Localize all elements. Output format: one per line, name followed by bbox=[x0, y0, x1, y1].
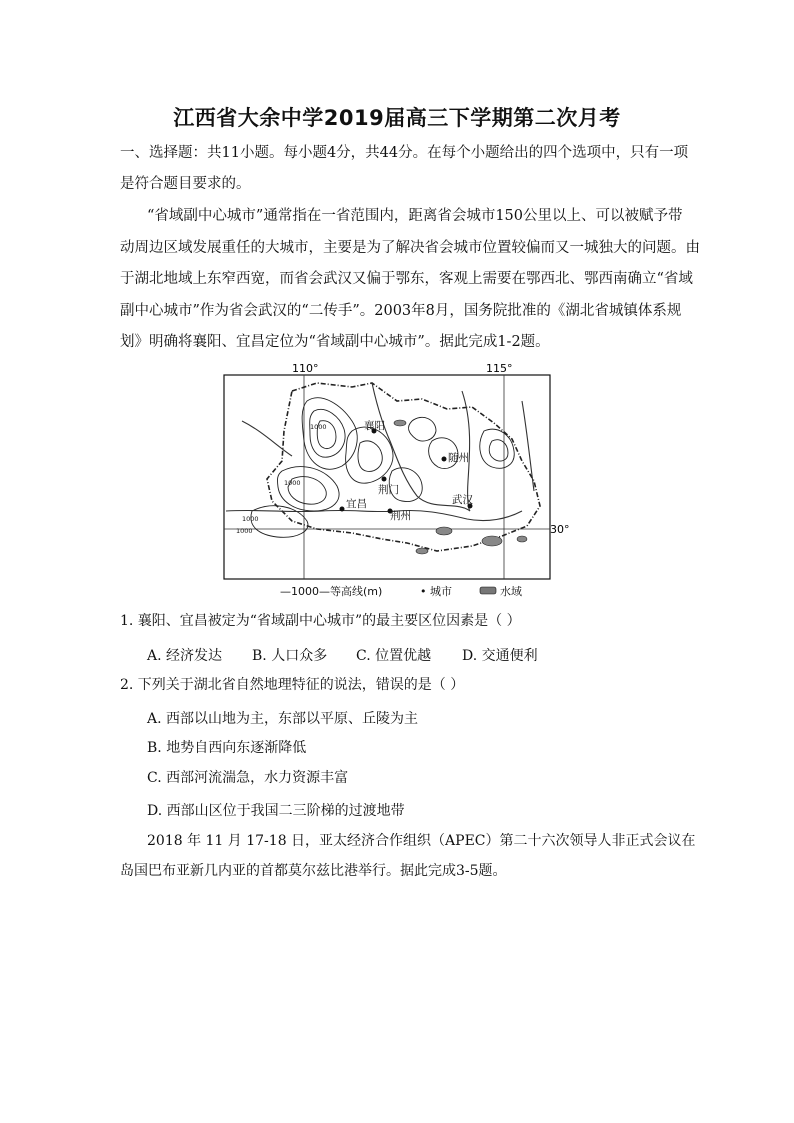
passage-line-4: 副中心城市”作为省会武汉的“二传手”。2003年8月，国务院批准的《湖北省城镇体系规 bbox=[120, 303, 682, 319]
section-instruction-line-2: 是符合题目要求的。 bbox=[120, 176, 251, 192]
lat-label-30: 30° bbox=[550, 523, 570, 536]
passage-line-3: 于湖北地域上东窄西宽，而省会武汉又偏于鄂东，客观上需要在鄂西北、鄂西南确立“省域 bbox=[120, 271, 693, 287]
question-1-option-d: D. 交通便利 bbox=[462, 648, 538, 664]
page-title: 江西省大余中学2019届高三下学期第二次月考 bbox=[173, 106, 621, 130]
passage-line-1: “省域副中心城市”通常指在一省范围内，距离省会城市150公里以上、可以被赋予带 bbox=[147, 208, 683, 224]
legend-water-swatch bbox=[480, 587, 496, 594]
passage-line-2: 动周边区域发展重任的大城市，主要是为了解决省会城市位置较偏而又一城独大的问题。由 bbox=[120, 240, 700, 256]
question-1-option-b: B. 人口众多 bbox=[252, 648, 328, 664]
city-label-xiangyang: 襄阳 bbox=[364, 420, 385, 432]
map-frame bbox=[224, 375, 550, 579]
legend-water: 水域 bbox=[500, 585, 522, 598]
city-dot-jingmen bbox=[382, 477, 387, 482]
question-1-stem: 1. 襄阳、宜昌被定为“省域副中心城市”的最主要区位因素是（ ） bbox=[120, 613, 521, 629]
map-legend bbox=[280, 584, 522, 598]
svg-text:1000: 1000 bbox=[242, 515, 259, 523]
svg-text:1000: 1000 bbox=[310, 423, 327, 431]
question-2-stem: 2. 下列关于湖北省自然地理特征的说法，错误的是（ ） bbox=[120, 677, 465, 693]
lon-label-115: 115° bbox=[486, 362, 513, 375]
city-label-yichang: 宜昌 bbox=[346, 498, 367, 510]
legend-contour: —1000—等高线(m) bbox=[280, 585, 383, 598]
city-label-suizhou: 随州 bbox=[448, 452, 469, 464]
svg-text:1000: 1000 bbox=[236, 527, 253, 535]
city-dot-suizhou bbox=[442, 457, 447, 462]
passage2-line-2: 岛国巴布亚新几内亚的首都莫尔兹比港举行。据此完成3-5题。 bbox=[120, 863, 507, 879]
question-2-option-d: D. 西部山区位于我国二三阶梯的过渡地带 bbox=[147, 803, 405, 819]
question-1-option-a: A. 经济发达 bbox=[147, 648, 223, 664]
question-2-option-c: C. 西部河流湍急，水力资源丰富 bbox=[147, 770, 349, 786]
city-dot-yichang bbox=[340, 507, 345, 512]
question-2-option-a: A. 西部以山地为主，东部以平原、丘陵为主 bbox=[147, 711, 419, 727]
lon-label-110: 110° bbox=[292, 362, 319, 375]
city-label-jingmen: 荆门 bbox=[378, 484, 399, 496]
svg-text:1000: 1000 bbox=[284, 479, 301, 487]
section-instruction-line-1: 一、选择题：共11小题。每小题4分，共44分。在每个小题给出的四个选项中，只有一项 bbox=[120, 145, 689, 161]
passage-line-5: 划》明确将襄阳、宜昌定位为“省域副中心城市”。据此完成1-2题。 bbox=[120, 334, 550, 350]
hubei-topographic-map bbox=[222, 361, 570, 601]
city-label-jingzhou: 荆州 bbox=[390, 510, 411, 522]
passage2-line-1: 2018 年 11 月 17-18 日，亚太经济合作组织（APEC）第二十六次领导人非正式会议在 bbox=[147, 833, 696, 849]
city-label-wuhan: 武汉 bbox=[452, 494, 473, 506]
legend-city: • 城市 bbox=[420, 585, 452, 598]
question-2-option-b: B. 地势自西向东逐渐降低 bbox=[147, 740, 307, 756]
question-1-option-c: C. 位置优越 bbox=[356, 648, 432, 664]
